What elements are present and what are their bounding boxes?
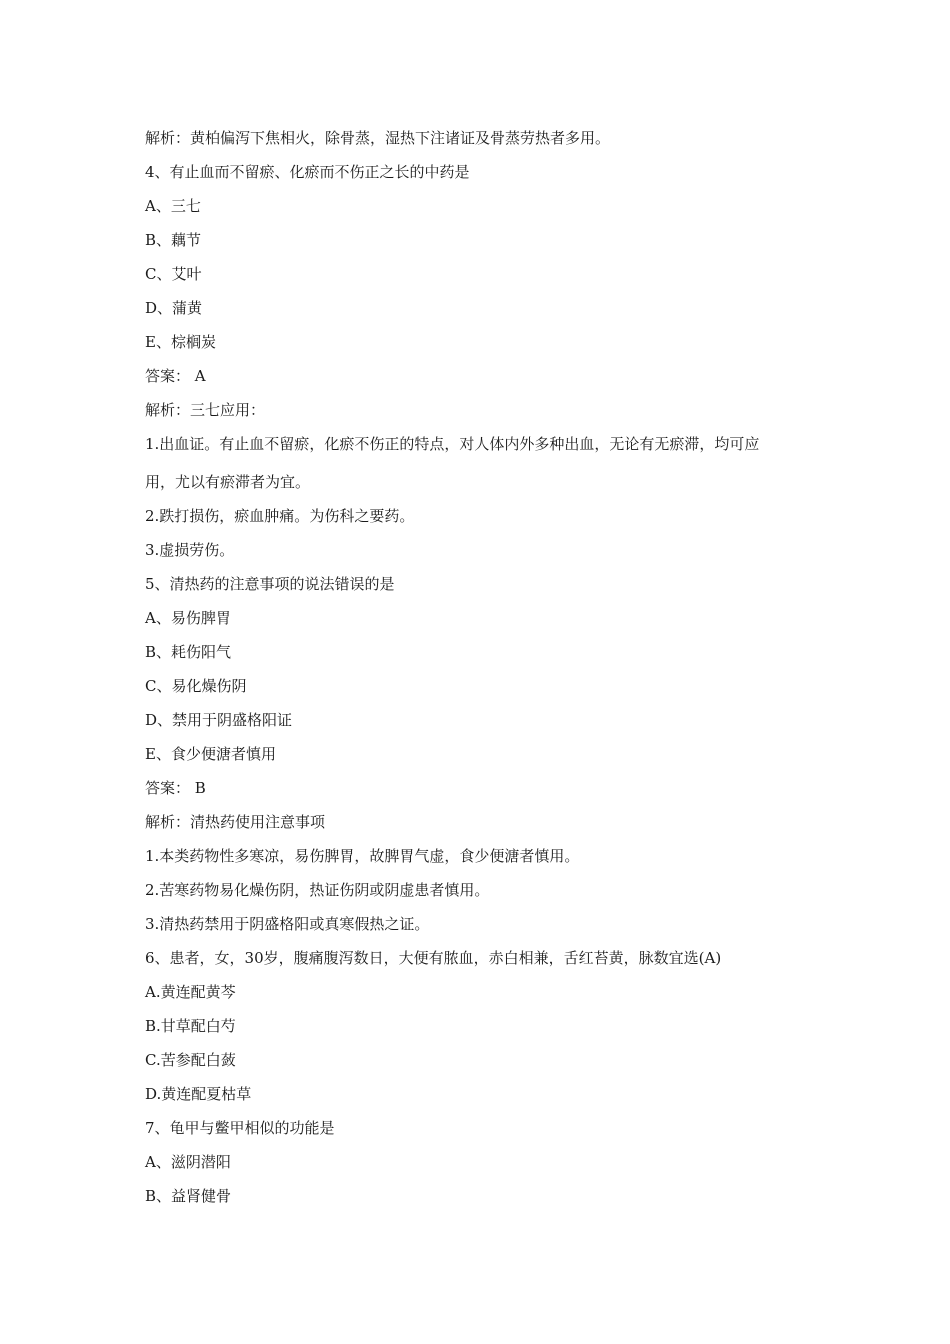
q4-analysis-point-2: 2.跌打损伤，瘀血肿痛。为伤科之要药。: [145, 507, 415, 525]
question-6: 6、患者，女，30岁，腹痛腹泻数日，大便有脓血，赤白相兼，舌红苔黄，脉数宜选(A): [145, 949, 722, 967]
q7-option-a: A、滋阴潜阳: [145, 1153, 231, 1171]
q4-analysis-title: 解析：三七应用：: [145, 401, 266, 419]
q5-option-e: E、食少便溏者慎用: [145, 745, 276, 763]
q4-option-b: B、藕节: [145, 231, 202, 249]
question-4: 4、有止血而不留瘀、化瘀而不伤正之长的中药是: [145, 163, 470, 181]
q4-option-c: C、艾叶: [145, 265, 202, 283]
q7-option-b: B、益肾健骨: [145, 1187, 232, 1205]
q4-answer: 答案： A: [145, 367, 206, 385]
q4-option-e: E、棕榈炭: [145, 333, 216, 351]
analysis-q3: 解析：黄柏偏泻下焦相火，除骨蒸，湿热下注诸证及骨蒸劳热者多用。: [145, 129, 611, 147]
q4-analysis-point-3: 3.虚损劳伤。: [145, 541, 235, 559]
q4-analysis-point-1-cont: 用，尤以有瘀滞者为宜。: [145, 473, 311, 491]
q5-analysis-point-1: 1.本类药物性多寒凉，易伤脾胃，故脾胃气虚，食少便溏者慎用。: [145, 847, 580, 865]
q6-option-a: A.黄连配黄芩: [145, 983, 236, 1001]
q6-option-b: B.甘草配白芍: [145, 1017, 236, 1035]
q5-option-b: B、耗伤阳气: [145, 643, 232, 661]
q6-option-d: D.黄连配夏枯草: [145, 1085, 252, 1103]
q5-analysis-point-3: 3.清热药禁用于阴盛格阳或真寒假热之证。: [145, 915, 430, 933]
q6-option-c: C.苦参配白蔹: [145, 1051, 236, 1069]
q4-analysis-point-1: 1.出血证。有止血不留瘀，化瘀不伤正的特点，对人体内外多种出血，无论有无瘀滞，均可应: [145, 435, 760, 453]
q5-analysis-point-2: 2.苦寒药物易化燥伤阴，热证伤阴或阴虚患者慎用。: [145, 881, 490, 899]
q5-option-a: A、易伤脾胃: [145, 609, 231, 627]
q5-option-c: C、易化燥伤阴: [145, 677, 247, 695]
q5-analysis-title: 解析：清热药使用注意事项: [145, 813, 326, 831]
q4-option-a: A、三七: [145, 197, 201, 215]
question-7: 7、龟甲与鳖甲相似的功能是: [145, 1119, 335, 1137]
q5-option-d: D、禁用于阴盛格阳证: [145, 711, 293, 729]
q5-answer: 答案： B: [145, 779, 206, 797]
question-5: 5、清热药的注意事项的说法错误的是: [145, 575, 395, 593]
q4-option-d: D、蒲黄: [145, 299, 203, 317]
